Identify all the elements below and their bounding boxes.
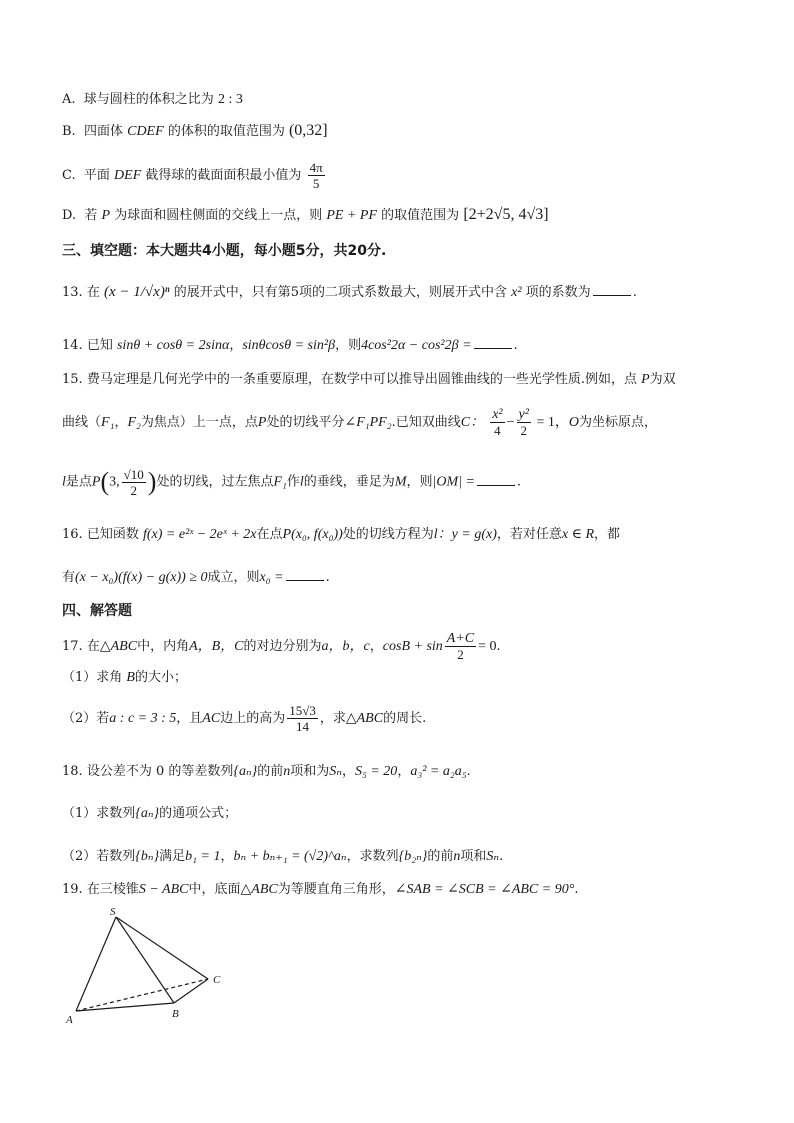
option-d-label: D. <box>62 208 77 223</box>
q15-line2-end: 为坐标原点， <box>579 415 658 430</box>
q18-comma: ， <box>341 764 355 779</box>
q15-line3-l: l <box>62 474 66 490</box>
q19-pyr: S − ABC <box>138 882 189 897</box>
option-b-post: 的体积的取值范围为 <box>167 124 285 139</box>
q17-p1: （1）求角 <box>62 670 123 685</box>
q17-num: 17. <box>62 639 83 654</box>
option-d-pre: 若 <box>84 208 98 223</box>
q15-point-p: P <box>91 474 101 490</box>
q18-p2-seq: {bₙ} <box>135 849 160 864</box>
option-c <box>62 158 327 194</box>
q14-expr1: sinθ + cosθ = 2sinα <box>116 338 230 353</box>
q18-mid: 的前 <box>257 764 284 779</box>
q15-hyp-y-den: 2 <box>520 423 527 438</box>
question-13 <box>62 282 637 303</box>
q18-b1: b₁ = 1 <box>185 849 221 864</box>
option-c-frac-num: 4π <box>309 160 323 175</box>
q14-answer-blank[interactable] <box>474 336 512 349</box>
option-c-fraction <box>308 160 325 191</box>
q17-p2-mid2: 边上的高为 <box>220 711 286 726</box>
option-b-var: CDEF <box>127 124 164 139</box>
question-15-line-2: 曲线（F₁，F₂为焦点）上一点，点P处的切线平分∠F₁PF₂.已知双曲线C： $\frac{\text{x²}}{4}$ − $\frac{\text{y²}}{2}$ = 1，O为坐标原点， <box>62 407 658 438</box>
q15-hyp-y-num: y² <box>518 407 529 422</box>
q13-post2: 项的系数为 <box>525 285 591 300</box>
option-a-text: 球与圆柱的体积之比为 <box>83 92 214 107</box>
q15-hyp-x-frac <box>490 407 504 438</box>
option-a-math: 2 : 3 <box>217 92 243 107</box>
q16-line2-pre: 有 <box>62 570 76 585</box>
q18-pre: 设公差不为 0 的等差数列 <box>86 764 234 779</box>
q15-angle: ∠F₁PF₂ <box>344 415 392 430</box>
q16-mid: 在点 <box>256 527 283 542</box>
q15-line2-mid2: 处的切线平分 <box>266 415 345 430</box>
q17-p1-var: B <box>126 670 135 685</box>
question-19 <box>62 880 578 900</box>
q17-p2-frac-num: 15√3 <box>289 703 316 718</box>
q16-answer-blank[interactable] <box>286 568 324 581</box>
q15-line3-mid: 处的切线，过左焦点 <box>156 474 274 490</box>
option-d-mid: 为球面和圆柱侧面的交线上一点，则 <box>114 208 323 223</box>
question-18-part-2 <box>62 847 503 867</box>
option-b-pre: 四面体 <box>83 124 123 139</box>
q15-hyp-x-den: 4 <box>494 423 501 438</box>
q18-num: 18. <box>62 764 83 779</box>
q18-rel: a₃² = a₂a₅ <box>410 764 467 779</box>
option-b-interval: (0,32] <box>288 122 328 139</box>
q19-end: . <box>574 882 579 897</box>
q16-line2-mid: 成立，则 <box>207 570 260 585</box>
q16-cond: x ∈ R <box>561 527 595 542</box>
q18-mid2: 项和为 <box>290 764 330 779</box>
q13-expr: (x − 1/√x)ⁿ <box>103 284 170 300</box>
q15-comma: ， <box>114 415 128 430</box>
q15-line3-f1: F₁ <box>273 474 287 490</box>
option-c-label: C. <box>62 168 76 183</box>
q19-angles: ∠SAB = ∠SCB = ∠ABC = 90° <box>394 882 575 897</box>
label-a: A <box>66 1014 73 1026</box>
q16-x0: x₀ = <box>259 570 284 585</box>
q15-line3-m: M <box>394 474 407 490</box>
label-b: B <box>172 1008 179 1020</box>
option-d-post: 的取值范围为 <box>381 208 460 223</box>
q19-mid: 中，底面 <box>188 882 241 897</box>
question-17-part-1 <box>62 668 187 688</box>
q19-pre: 在三棱锥 <box>86 882 139 897</box>
q17-p1-end: 的大小； <box>134 670 187 685</box>
edge-sa <box>76 917 116 1011</box>
q16-pre: 已知函数 <box>86 527 139 542</box>
q18-p1-pre: （1）求数列 <box>62 806 136 821</box>
q17-comma: ， <box>369 639 383 654</box>
q16-mid3: ，若对任意 <box>496 527 562 542</box>
question-15-line-3: l是点P(3, $\frac{√10}{2}$ )处的切线，过左焦点F₁作l的垂线，垂足为M，则|OM| = . <box>62 466 522 498</box>
q13-answer-blank[interactable] <box>593 283 631 296</box>
q18-n: n <box>283 764 291 779</box>
q16-tangent: l：y = g(x) <box>433 527 497 542</box>
section-3-title: 三、填空题：本大题共4小题，每小题5分，共20分. <box>62 243 387 259</box>
q15-line1-end: 为双 <box>649 372 676 387</box>
q17-p2-tri: △ABC <box>345 711 384 726</box>
q15-point-x: 3, <box>109 474 120 490</box>
q17-p2-end: 的周长. <box>383 711 427 726</box>
edge-sc <box>116 917 208 979</box>
q15-f1: F₁ <box>101 415 115 430</box>
q15-origin: O <box>568 415 579 430</box>
q15-line3-mid2: 作 <box>286 474 300 490</box>
q13-end: . <box>632 285 637 300</box>
q15-point-frac <box>122 467 146 498</box>
edge-sb <box>116 917 174 1003</box>
q17-frac-den: 2 <box>457 647 464 662</box>
question-15-line-1 <box>62 370 676 390</box>
q18-p2-sn: Sₙ <box>486 849 500 864</box>
q18-comma2: ， <box>397 764 411 779</box>
question-17 <box>62 630 501 664</box>
q15-line2-mid: 为焦点）上一点，点 <box>140 415 258 430</box>
q15-line2-p: P <box>257 415 267 430</box>
option-c-var: DEF <box>114 168 142 183</box>
q15-end: . <box>516 474 522 490</box>
q14-expr3: 4cos²2α − cos²2β = <box>361 338 472 353</box>
q18-p2-n: n <box>453 849 461 864</box>
q16-num: 16. <box>62 527 83 542</box>
q17-sides: a，b，c <box>321 639 370 654</box>
question-17-part-2 <box>62 700 426 738</box>
section-4-title: 四、解答题 <box>62 603 132 619</box>
q15-num: 15. <box>62 372 83 387</box>
q13-pre: 在 <box>86 285 100 300</box>
q18-p1-end: 的通项公式； <box>159 806 238 821</box>
q15-line3-mid4: ，则 <box>406 474 433 490</box>
q16-f: f(x) = e²ˣ − 2eˣ + 2x <box>142 527 257 542</box>
q15-point-frac-num: √10 <box>123 466 144 482</box>
q14-mid: ，则 <box>335 338 362 353</box>
q13-num: 13. <box>62 285 83 300</box>
q15-hyp-x-num: x² <box>492 407 503 422</box>
q16-ineq: (x − x₀)(f(x) − g(x)) ≥ 0 <box>75 570 208 585</box>
q17-p2-mid3: ，求 <box>319 711 346 726</box>
q15-f2: F₂ <box>127 415 141 430</box>
question-16-line-1 <box>62 525 620 545</box>
q17-p2-mid: ，且 <box>176 711 203 726</box>
q18-s5: S₅ = 20 <box>354 764 398 779</box>
option-d <box>62 205 549 226</box>
q17-mid: 中，内角 <box>137 639 190 654</box>
question-16-line-2 <box>62 568 330 588</box>
q15-line2-pre: 曲线（ <box>62 415 102 430</box>
q15-line3-mid3: 的垂线，垂足为 <box>303 474 395 490</box>
q19-mid2: 为等腰直角三角形， <box>277 882 395 897</box>
q17-ac: AC <box>202 711 221 726</box>
question-18-part-1 <box>62 804 237 824</box>
q15-point-frac-den: 2 <box>130 482 137 498</box>
q16-point: P(x₀, f(x₀)) <box>282 527 343 542</box>
label-c: C <box>213 974 221 986</box>
q18-p2-pre: （2）若数列 <box>62 849 136 864</box>
q18-p2-end: . <box>499 849 504 864</box>
q18-p2-mid4: 项和 <box>460 849 487 864</box>
q17-mid2: 的对边分别为 <box>243 639 322 654</box>
option-d-var: P <box>101 208 111 223</box>
q15-line2-mid3: .已知双曲线 <box>391 415 461 430</box>
q18-end: . <box>466 764 471 779</box>
q18-p1-seq: {aₙ} <box>135 806 160 821</box>
q15-line1-var: P <box>641 372 650 387</box>
option-c-pre: 平面 <box>83 168 110 183</box>
q15-curve: C： <box>460 415 485 430</box>
q16-end: . <box>325 570 330 585</box>
q17-pre: 在 <box>86 639 100 654</box>
q15-answer-blank[interactable] <box>477 473 515 486</box>
option-d-interval: [2+2√5, 4√3] <box>463 206 549 223</box>
q15-line3-pre: 是点 <box>65 474 92 490</box>
q17-end: . <box>496 639 501 654</box>
option-a-label: A. <box>62 92 76 107</box>
q18-p2-mid3: 的前 <box>427 849 454 864</box>
q15-curve-eq-end: = 1， <box>532 415 569 430</box>
q18-rec: bₙ + bₙ₊₁ = (√2)^aₙ <box>233 849 347 864</box>
q17-fraction <box>445 631 476 662</box>
q14-end: . <box>513 338 518 353</box>
q17-expr-post: = 0 <box>478 639 497 654</box>
q19-tri: △ABC <box>240 882 278 897</box>
q18-p2-mid: 满足 <box>159 849 186 864</box>
q13-term: x² <box>511 285 522 300</box>
q19-num: 19. <box>62 882 83 897</box>
q18-seq: {aₙ} <box>233 764 258 779</box>
q17-abc: A，B，C <box>189 639 244 654</box>
question-18 <box>62 762 471 782</box>
option-a <box>62 90 243 110</box>
q17-p2-pre: （2）若 <box>62 711 110 726</box>
q14-sep: ， <box>229 338 243 353</box>
q18-p2-seq2: {b₂ₙ} <box>398 849 428 864</box>
q17-expr-pre: cosB + sin <box>382 639 443 654</box>
q14-num: 14. <box>62 338 83 353</box>
q17-p2-fraction <box>287 703 318 734</box>
q16-end1: ，都 <box>594 527 621 542</box>
option-b <box>62 121 328 142</box>
label-s: S <box>110 906 116 918</box>
q15-hyp-y-frac <box>517 407 531 438</box>
q15-line3-om: |OM| = <box>432 474 475 490</box>
option-b-label: B. <box>62 124 76 139</box>
option-d-expr: PE + PF <box>326 208 378 223</box>
q15-line3-l2: l <box>299 474 304 490</box>
option-c-post: 截得球的截面面积最小值为 <box>145 168 302 183</box>
q14-pre: 已知 <box>86 338 113 353</box>
pyramid-figure <box>62 905 242 1030</box>
q17-p2-frac-den: 14 <box>296 719 310 734</box>
option-c-frac-den: 5 <box>312 176 320 191</box>
edge-bc <box>174 979 208 1003</box>
q13-post: 的展开式中，只有第5项的二项式系数最大，则展开式中含 <box>173 285 507 300</box>
q14-expr2: sinθcosθ = sin²β <box>242 338 336 353</box>
q16-mid2: 处的切线方程为 <box>342 527 434 542</box>
q15-line1: 费马定理是几何光学中的一条重要原理，在数学中可以推导出圆锥曲线的一些光学性质.例如，点 <box>86 372 637 387</box>
q17-frac-num: A+C <box>446 631 475 646</box>
q18-sn: Sₙ <box>329 764 342 779</box>
question-14 <box>62 336 518 356</box>
q18-p2-mid2: ，求数列 <box>346 849 399 864</box>
q17-ratio: a : c = 3 : 5 <box>109 711 177 726</box>
q17-tri: △ABC <box>99 639 138 654</box>
q18-comma3: ， <box>220 849 234 864</box>
